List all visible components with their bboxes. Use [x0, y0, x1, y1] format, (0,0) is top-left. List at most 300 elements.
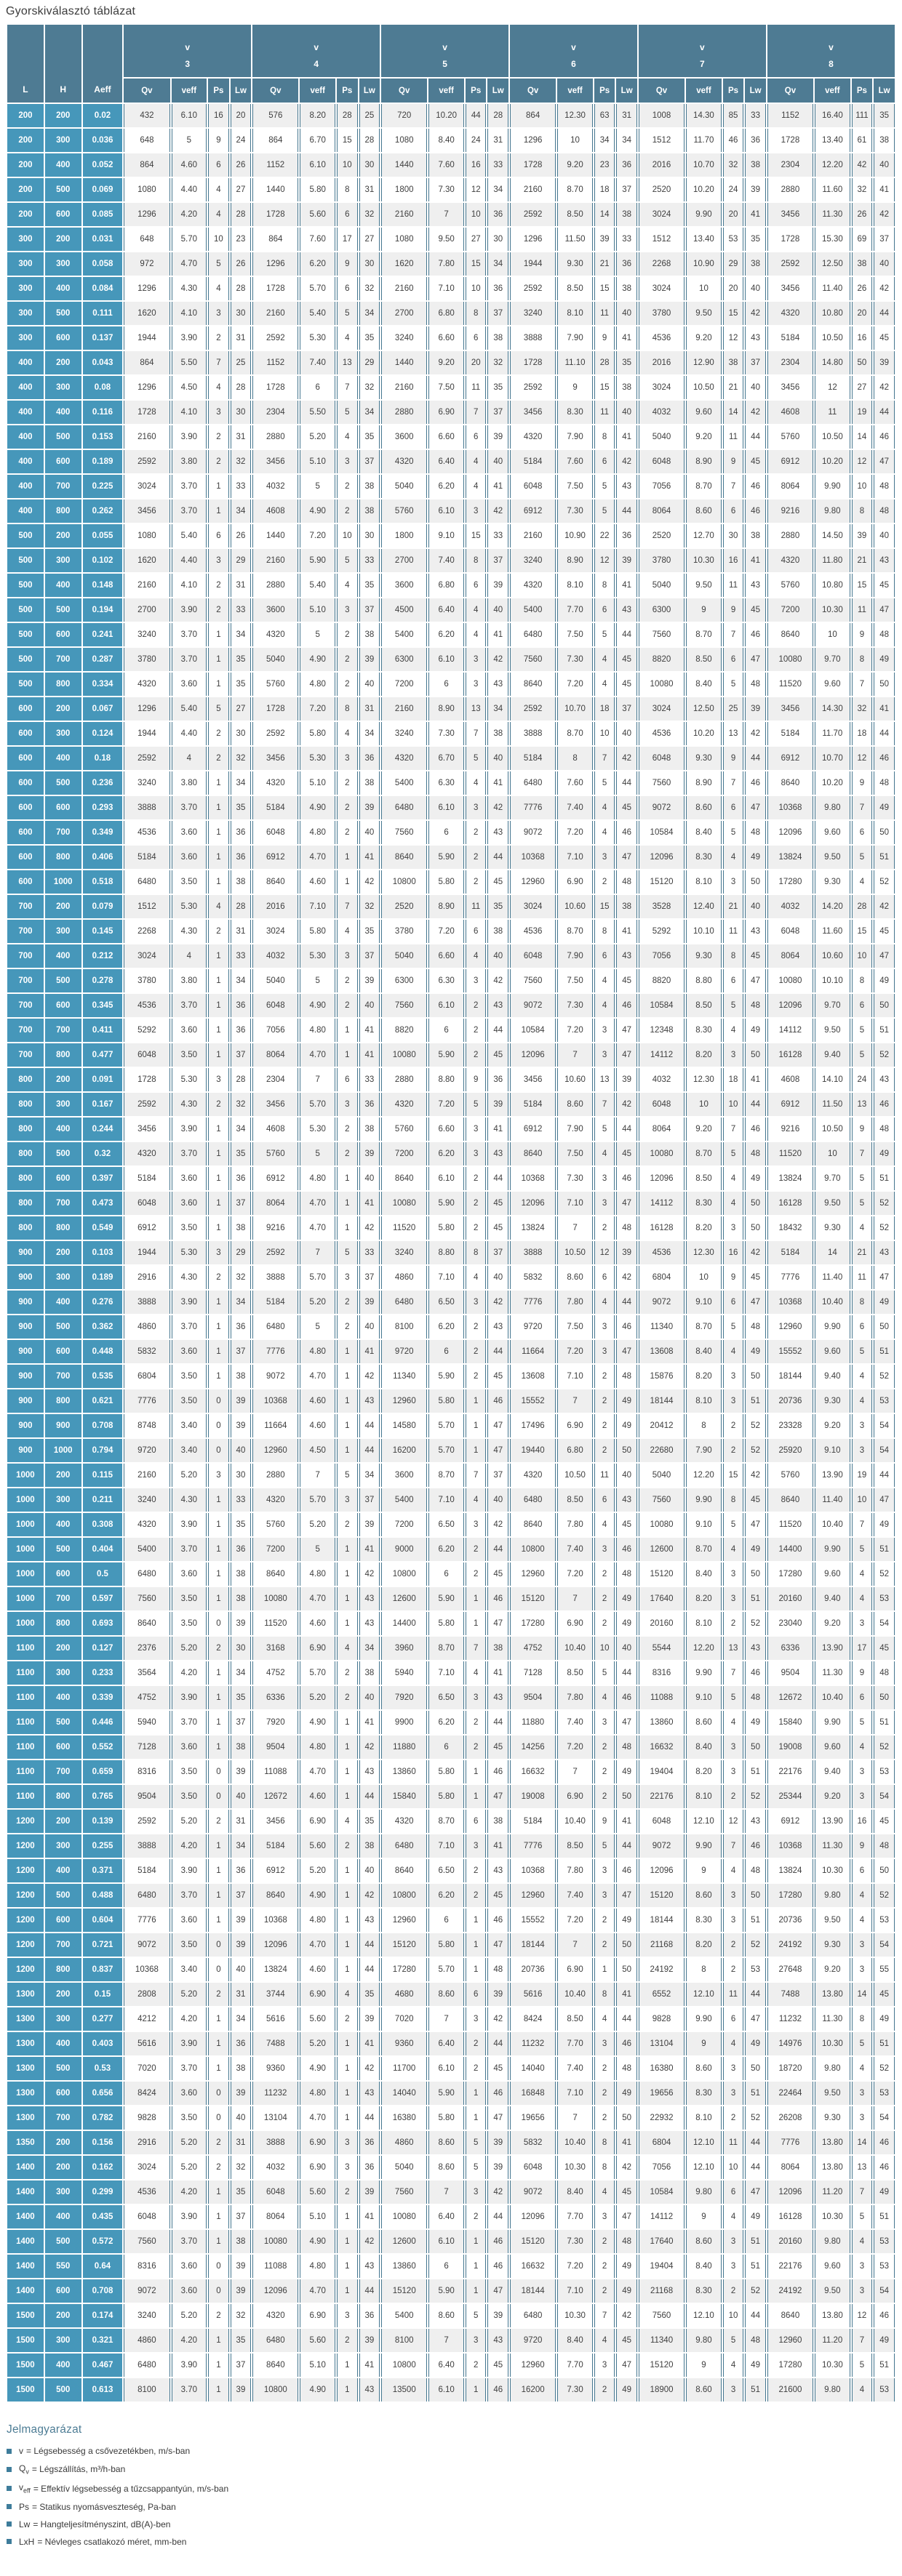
data-cell: 7.80 [557, 1513, 593, 1536]
data-cell: 10080 [381, 2205, 427, 2228]
data-cell: 53 [874, 2082, 895, 2105]
data-cell: 46 [874, 2131, 895, 2154]
data-cell: 51 [874, 2205, 895, 2228]
key-cell: 0.036 [83, 129, 123, 152]
data-cell: 9.50 [815, 1019, 850, 1042]
data-cell: 1620 [124, 302, 169, 325]
data-cell: 10.90 [557, 524, 593, 547]
data-cell: 3.50 [172, 1612, 207, 1635]
data-cell: 11232 [510, 2032, 556, 2055]
data-cell: 10.10 [815, 969, 850, 992]
data-cell: 9000 [381, 1538, 427, 1561]
data-cell: 46 [487, 1389, 508, 1413]
data-cell: 6 [428, 1909, 464, 1932]
data-cell: 8640 [510, 1142, 556, 1165]
data-cell: 34 [231, 1118, 252, 1141]
data-cell: 51 [745, 2255, 766, 2278]
data-cell: 15120 [510, 1587, 556, 1610]
legend-item [7, 2502, 896, 2512]
data-cell: 38 [487, 1810, 508, 1833]
data-cell: 8.60 [686, 796, 722, 819]
data-cell: 47 [487, 1414, 508, 1437]
data-cell: 6.20 [428, 1711, 464, 1734]
data-cell: 5 [300, 1315, 335, 1339]
data-cell: 2 [594, 2057, 615, 2080]
data-cell: 20412 [639, 1414, 685, 1437]
key-cell: 600 [45, 1562, 81, 1586]
data-cell: 8.20 [686, 1365, 722, 1388]
data-cell: 46 [487, 2378, 508, 2402]
group-symbol: v [829, 42, 834, 52]
data-cell: 28 [231, 277, 252, 300]
data-cell: 13.90 [815, 1637, 850, 1660]
data-cell: 1728 [510, 351, 556, 374]
data-cell: 1944 [124, 326, 169, 350]
data-cell: 15 [594, 376, 615, 399]
data-cell: 7056 [639, 475, 685, 498]
data-cell: 6804 [124, 1365, 169, 1388]
key-cell: 0.103 [83, 1241, 123, 1264]
header-row-groups [7, 25, 895, 77]
group-value: 7 [700, 59, 705, 69]
data-cell: 42 [487, 2180, 508, 2204]
data-cell: 3 [466, 969, 487, 992]
data-cell: 8.10 [686, 1785, 722, 1808]
key-cell: 400 [7, 376, 44, 399]
data-cell: 7.30 [557, 2230, 593, 2253]
data-cell: 6048 [510, 475, 556, 498]
key-cell: 400 [7, 401, 44, 424]
key-cell: 0.212 [83, 944, 123, 968]
key-cell: 0.153 [83, 425, 123, 449]
data-cell: 39 [852, 524, 873, 547]
data-cell: 25 [723, 697, 744, 721]
data-cell: 37 [487, 1464, 508, 1487]
data-cell: 18144 [639, 1389, 685, 1413]
data-cell: 2160 [381, 697, 427, 721]
data-cell: 41 [874, 697, 895, 721]
data-cell: 26 [852, 203, 873, 226]
data-cell: 0 [208, 2106, 229, 2130]
data-cell: 3240 [381, 722, 427, 745]
data-cell: 54 [874, 1612, 895, 1635]
data-cell: 13.40 [686, 228, 722, 251]
key-cell: 600 [45, 450, 81, 473]
data-cell: 9.20 [557, 153, 593, 177]
data-cell: 24192 [767, 1933, 813, 1957]
data-cell: 1 [337, 1216, 358, 1240]
data-cell: 3 [208, 1241, 229, 1264]
data-cell: 17496 [510, 1414, 556, 1437]
data-cell: 39 [616, 1241, 637, 1264]
data-cell: 32 [231, 1093, 252, 1116]
table-row [7, 228, 895, 251]
data-cell: 16 [466, 153, 487, 177]
key-cell: 0.621 [83, 1389, 123, 1413]
data-cell: 5.80 [428, 2106, 464, 2130]
data-cell: 9.90 [686, 203, 722, 226]
page-title: Gyorskiválasztó táblázat [6, 5, 136, 17]
data-cell: 1080 [124, 524, 169, 547]
data-cell: 3 [466, 1834, 487, 1858]
data-cell: 13.40 [815, 129, 850, 152]
data-cell: 41 [616, 326, 637, 350]
data-cell: 1 [208, 846, 229, 869]
data-cell: 2160 [252, 302, 298, 325]
data-cell: 44 [616, 2007, 637, 2031]
key-cell: 800 [45, 1785, 81, 1808]
key-cell: 700 [7, 920, 44, 943]
data-cell: 4320 [124, 1513, 169, 1536]
data-cell: 7 [723, 1834, 744, 1858]
data-cell: 5 [852, 2205, 873, 2228]
data-cell: 6.60 [428, 1118, 464, 1141]
data-cell: 8.80 [428, 1241, 464, 1264]
data-cell: 9.80 [815, 499, 850, 523]
data-cell: 50 [745, 1884, 766, 1907]
data-cell: 45 [745, 1266, 766, 1289]
table-row [7, 1760, 895, 1783]
data-cell: 2 [337, 1686, 358, 1709]
key-cell: 900 [7, 1439, 44, 1462]
data-cell: 7.20 [428, 920, 464, 943]
data-cell: 2 [337, 2180, 358, 2204]
key-cell: 700 [45, 1019, 81, 1042]
data-cell: 41 [359, 2032, 380, 2055]
data-cell: 8640 [381, 846, 427, 869]
data-cell: 15.30 [815, 228, 850, 251]
data-cell: 8.50 [557, 203, 593, 226]
data-cell: 5.60 [300, 1834, 335, 1858]
data-cell: 8 [594, 2131, 615, 2154]
data-cell: 12096 [252, 1933, 298, 1957]
data-cell: 4 [723, 1192, 744, 1215]
data-cell: 53 [874, 1909, 895, 1932]
legend-bullet-icon [7, 2486, 12, 2491]
key-cell: 800 [45, 1216, 81, 1240]
data-cell: 8.30 [686, 846, 722, 869]
data-cell: 1 [208, 2057, 229, 2080]
data-cell: 4 [852, 2378, 873, 2402]
data-cell: 6.40 [428, 2032, 464, 2055]
data-cell: 20160 [767, 1587, 813, 1610]
data-cell: 2916 [124, 1266, 169, 1289]
data-cell: 39 [231, 1414, 252, 1437]
data-cell: 10080 [767, 969, 813, 992]
data-cell: 4 [723, 2032, 744, 2055]
data-cell: 9072 [639, 796, 685, 819]
key-cell: 0.293 [83, 796, 123, 819]
subheader-lw-v7: Lw [745, 79, 766, 103]
subheader-ps-v6: Ps [594, 79, 615, 103]
data-cell: 43 [874, 549, 895, 572]
data-cell: 54 [874, 1439, 895, 1462]
data-cell: 5 [300, 623, 335, 646]
data-cell: 1 [337, 2255, 358, 2278]
data-cell: 2 [594, 1562, 615, 1586]
data-cell: 16 [208, 104, 229, 127]
key-cell: 0.765 [83, 1785, 123, 1808]
data-cell: 9.30 [815, 1933, 850, 1957]
data-cell: 7776 [124, 1909, 169, 1932]
data-cell: 9 [557, 376, 593, 399]
data-cell: 4 [466, 1661, 487, 1685]
data-cell: 33 [359, 1068, 380, 1091]
data-cell: 5184 [510, 1810, 556, 1833]
data-cell: 6 [337, 1068, 358, 1091]
key-cell: 0.721 [83, 1933, 123, 1957]
data-cell: 4.70 [300, 1760, 335, 1783]
table-row [7, 1513, 895, 1536]
data-cell: 9.50 [686, 574, 722, 597]
data-cell: 12096 [252, 2279, 298, 2303]
data-cell: 8 [466, 302, 487, 325]
data-cell: 3.90 [172, 2205, 207, 2228]
data-cell: 2 [594, 2106, 615, 2130]
data-cell: 47 [487, 1785, 508, 1808]
table-row [7, 1933, 895, 1957]
data-cell: 9 [208, 129, 229, 152]
key-cell: 900 [7, 1241, 44, 1264]
data-cell: 18144 [510, 1933, 556, 1957]
data-cell: 10.40 [815, 1513, 850, 1536]
data-cell: 1 [337, 870, 358, 894]
data-cell: 2592 [124, 747, 169, 770]
key-cell: 400 [45, 944, 81, 968]
key-cell: 0.299 [83, 2180, 123, 2204]
data-cell: 34 [231, 771, 252, 795]
data-cell: 43 [745, 1810, 766, 1833]
data-cell: 39 [359, 2007, 380, 2031]
table-row [7, 920, 895, 943]
data-cell: 4320 [252, 771, 298, 795]
key-cell: 600 [45, 1736, 81, 1759]
data-cell: 8.40 [428, 129, 464, 152]
data-cell: 7 [466, 1637, 487, 1660]
data-cell: 13.80 [815, 2304, 850, 2327]
key-cell: 0.794 [83, 1439, 123, 1462]
data-cell: 9 [852, 623, 873, 646]
data-cell: 15 [466, 252, 487, 276]
data-cell: 4 [466, 944, 487, 968]
data-cell: 3.70 [172, 1142, 207, 1165]
key-cell: 300 [45, 2329, 81, 2352]
data-cell: 48 [874, 1834, 895, 1858]
data-cell: 3600 [381, 574, 427, 597]
data-cell: 1 [208, 1488, 229, 1512]
data-cell: 4.60 [300, 1612, 335, 1635]
key-cell: 700 [45, 475, 81, 498]
key-cell: 0.255 [83, 1834, 123, 1858]
data-cell: 47 [745, 1291, 766, 1314]
data-cell: 30 [231, 302, 252, 325]
data-cell: 41 [616, 2131, 637, 2154]
data-cell: 11700 [381, 2057, 427, 2080]
key-cell: 0.058 [83, 252, 123, 276]
data-cell: 2 [594, 1612, 615, 1635]
key-cell: 800 [7, 1142, 44, 1165]
data-cell: 44 [359, 1958, 380, 1981]
data-cell: 28 [487, 104, 508, 127]
data-cell: 7.20 [557, 673, 593, 696]
data-cell: 9720 [124, 1439, 169, 1462]
data-cell: 48 [745, 821, 766, 844]
data-cell: 10.50 [815, 326, 850, 350]
data-cell: 8316 [124, 1760, 169, 1783]
data-cell: 36 [231, 1019, 252, 1042]
data-cell: 3456 [767, 697, 813, 721]
data-cell: 10 [466, 277, 487, 300]
data-cell: 4.20 [172, 2180, 207, 2204]
data-cell: 7020 [124, 2057, 169, 2080]
data-cell: 40 [231, 1439, 252, 1462]
data-cell: 25 [359, 104, 380, 127]
data-cell: 2880 [767, 178, 813, 201]
data-cell: 47 [487, 1612, 508, 1635]
data-cell: 3 [723, 1216, 744, 1240]
data-cell: 2 [466, 1538, 487, 1561]
data-cell: 2 [594, 1414, 615, 1437]
data-cell: 5184 [510, 747, 556, 770]
data-cell: 8.60 [686, 2378, 722, 2402]
subheader-lw-v5: Lw [487, 79, 508, 103]
data-cell: 5400 [381, 623, 427, 646]
data-cell: 5184 [767, 326, 813, 350]
data-cell: 45 [616, 673, 637, 696]
data-cell: 3888 [124, 1834, 169, 1858]
data-cell: 3.60 [172, 821, 207, 844]
data-cell: 2 [337, 673, 358, 696]
data-cell: 8.30 [686, 2082, 722, 2105]
data-cell: 14 [852, 2131, 873, 2154]
data-cell: 2 [337, 821, 358, 844]
data-cell: 7 [300, 1464, 335, 1487]
key-cell: 500 [7, 648, 44, 671]
key-cell: 0.345 [83, 994, 123, 1017]
data-cell: 14400 [381, 1612, 427, 1635]
data-cell: 43 [487, 2329, 508, 2352]
data-cell: 21 [852, 1241, 873, 1264]
data-cell: 47 [874, 1488, 895, 1512]
data-cell: 864 [124, 351, 169, 374]
key-cell: 0.276 [83, 1291, 123, 1314]
data-cell: 3.60 [172, 1167, 207, 1190]
data-cell: 7.10 [428, 1661, 464, 1685]
data-cell: 11 [723, 425, 744, 449]
data-cell: 6480 [510, 2304, 556, 2327]
data-cell: 1 [337, 1859, 358, 1882]
data-cell: 9.20 [815, 1612, 850, 1635]
data-cell: 48 [616, 1736, 637, 1759]
data-cell: 21600 [767, 2378, 813, 2402]
data-cell: 44 [874, 401, 895, 424]
data-cell: 15120 [510, 2230, 556, 2253]
data-cell: 43 [359, 1760, 380, 1783]
data-cell: 8.50 [557, 1661, 593, 1685]
data-cell: 3024 [124, 944, 169, 968]
data-cell: 8.50 [686, 648, 722, 671]
data-cell: 10080 [639, 1513, 685, 1536]
data-cell: 10 [686, 1093, 722, 1116]
data-cell: 5 [594, 1118, 615, 1141]
data-cell: 38 [487, 1637, 508, 1660]
data-cell: 864 [510, 104, 556, 127]
data-cell: 2 [594, 1760, 615, 1783]
key-cell: 500 [7, 524, 44, 547]
data-cell: 34 [359, 722, 380, 745]
data-cell: 5832 [510, 1266, 556, 1289]
key-cell: 0.349 [83, 821, 123, 844]
data-cell: 10.30 [557, 2304, 593, 2327]
data-cell: 2 [723, 1933, 744, 1957]
key-cell: 700 [45, 821, 81, 844]
data-cell: 9.90 [815, 475, 850, 498]
data-cell: 4 [723, 2205, 744, 2228]
data-cell: 40 [487, 450, 508, 473]
data-cell: 28 [231, 376, 252, 399]
key-cell: 1000 [7, 1562, 44, 1586]
data-cell: 13104 [639, 2032, 685, 2055]
subheader-veff-v4: veff [300, 79, 335, 103]
key-cell: 1000 [7, 1538, 44, 1561]
key-cell: 500 [7, 549, 44, 572]
data-cell: 44 [359, 1785, 380, 1808]
data-cell: 4032 [639, 401, 685, 424]
key-cell: 400 [45, 1686, 81, 1709]
data-cell: 6.10 [428, 796, 464, 819]
data-cell: 26 [231, 153, 252, 177]
data-cell: 7560 [381, 2180, 427, 2204]
data-cell: 648 [124, 129, 169, 152]
data-cell: 2 [208, 574, 229, 597]
data-cell: 17 [852, 1637, 873, 1660]
data-cell: 7.20 [557, 1909, 593, 1932]
data-cell: 7 [337, 895, 358, 918]
data-cell: 9.60 [815, 1562, 850, 1586]
group-symbol: v [442, 42, 447, 52]
data-cell: 44 [616, 1834, 637, 1858]
data-cell: 6 [852, 821, 873, 844]
data-cell: 31 [359, 697, 380, 721]
data-cell: 7776 [124, 1389, 169, 1413]
data-cell: 39 [231, 1909, 252, 1932]
key-cell: 0.411 [83, 1019, 123, 1042]
key-cell: 400 [45, 747, 81, 770]
key-cell: 700 [45, 2106, 81, 2130]
data-cell: 1 [208, 1587, 229, 1610]
data-cell: 47 [487, 2106, 508, 2130]
data-cell: 6048 [124, 1043, 169, 1067]
data-cell: 12096 [767, 821, 813, 844]
key-cell: 0.167 [83, 1093, 123, 1116]
key-cell: 1000 [7, 1488, 44, 1512]
data-cell: 3 [337, 1488, 358, 1512]
data-cell: 46 [487, 2082, 508, 2105]
data-cell: 39 [231, 2255, 252, 2278]
data-cell: 5040 [381, 475, 427, 498]
data-cell: 44 [874, 1464, 895, 1487]
data-cell: 15 [337, 129, 358, 152]
key-cell: 300 [45, 129, 81, 152]
data-cell: 8.70 [428, 1810, 464, 1833]
table-row [7, 1192, 895, 1215]
data-cell: 46 [874, 2156, 895, 2179]
data-cell: 8.70 [686, 1142, 722, 1165]
key-cell: 700 [7, 994, 44, 1017]
data-cell: 46 [616, 2032, 637, 2055]
data-cell: 2700 [381, 549, 427, 572]
data-cell: 17280 [767, 870, 813, 894]
